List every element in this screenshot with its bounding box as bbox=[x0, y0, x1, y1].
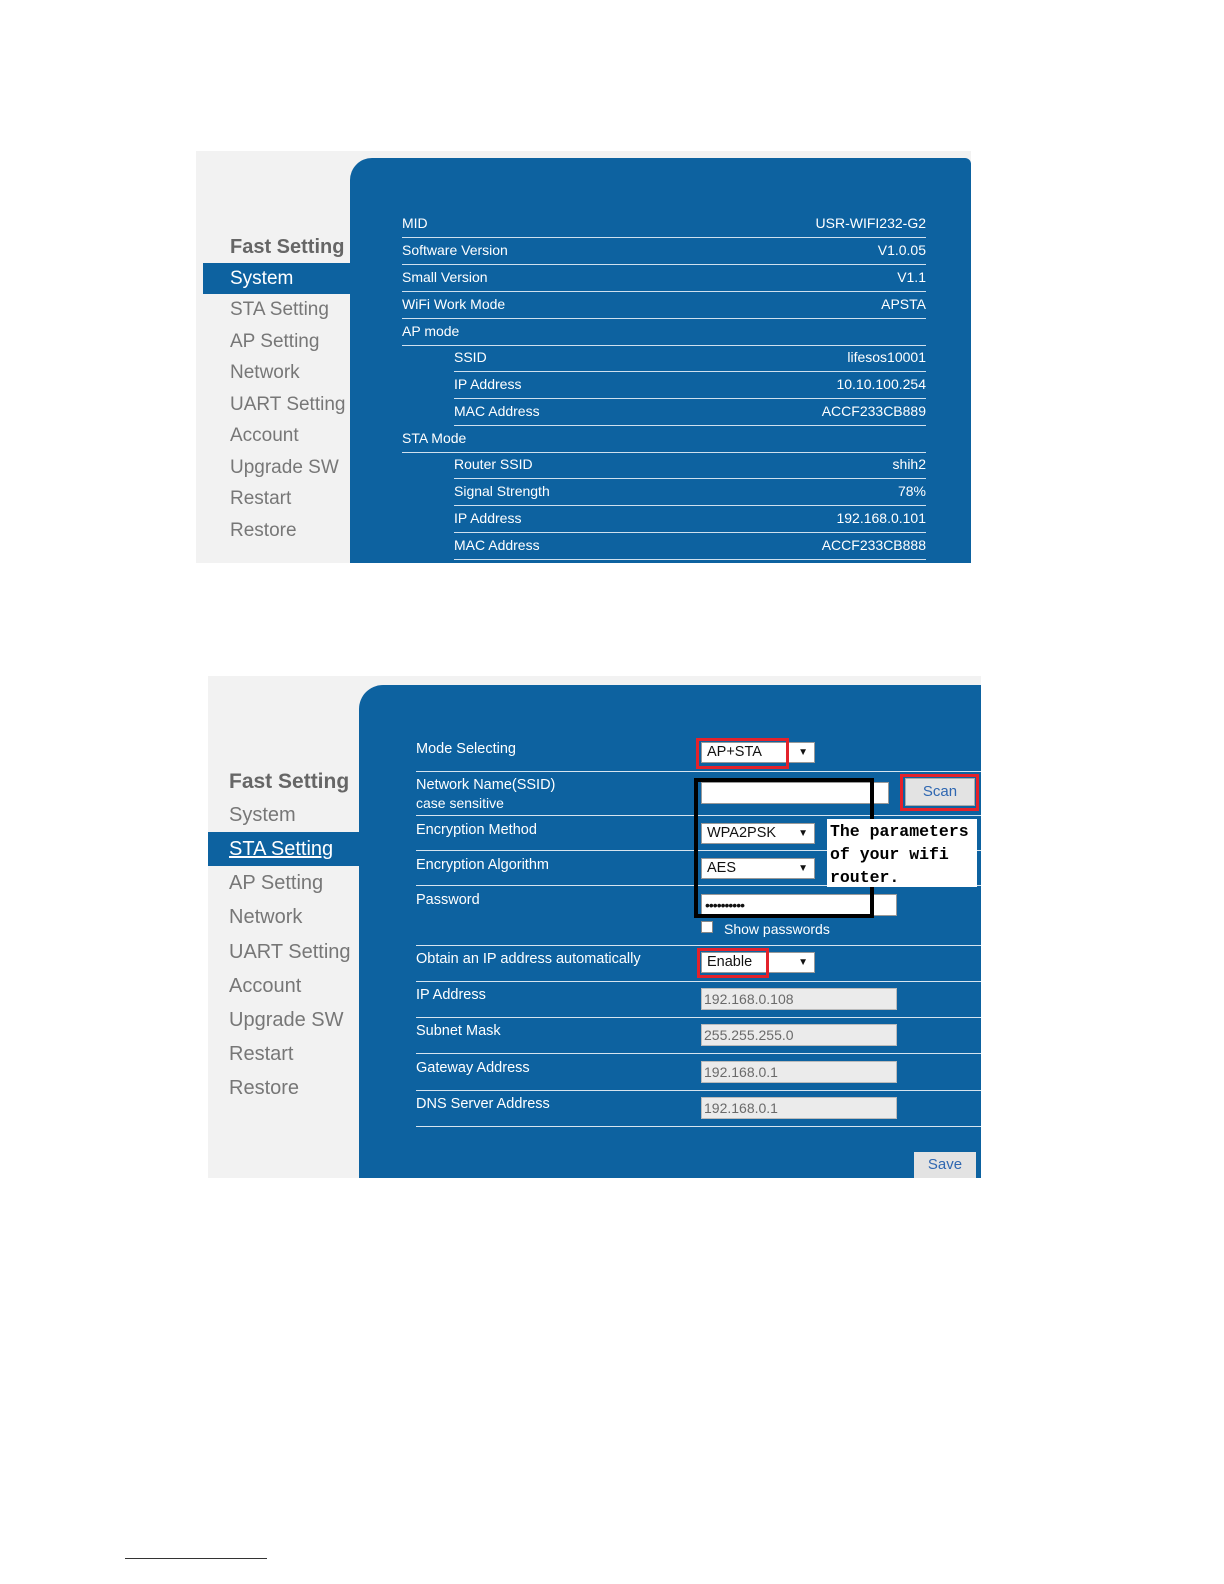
save-button[interactable]: Save bbox=[914, 1152, 976, 1178]
password-input[interactable]: •••••••••• bbox=[701, 894, 897, 916]
dns-input[interactable]: 192.168.0.1 bbox=[701, 1097, 897, 1119]
status-row bbox=[454, 398, 926, 426]
row-label: MAC Address bbox=[454, 537, 540, 553]
encryption-method-value: WPA2PSK bbox=[707, 825, 777, 841]
dhcp-select[interactable] bbox=[701, 952, 815, 973]
status-row bbox=[454, 371, 926, 399]
nav-item-restart[interactable]: Restart bbox=[229, 1043, 294, 1065]
ssid-sublabel: case sensitive bbox=[416, 795, 504, 811]
separator bbox=[416, 1017, 981, 1018]
ip-label: IP Address bbox=[416, 987, 486, 1003]
ssid-label: Network Name(SSID) bbox=[416, 777, 556, 793]
callout-line: The parameters bbox=[830, 822, 969, 841]
row-value: V1.1 bbox=[897, 269, 926, 285]
row-value: 192.168.0.101 bbox=[836, 510, 926, 526]
password-label: Password bbox=[416, 892, 480, 908]
row-label: MAC Address bbox=[454, 403, 540, 419]
status-row bbox=[402, 210, 926, 238]
status-row bbox=[402, 291, 926, 319]
nav-item-uart-setting[interactable]: UART Setting bbox=[229, 941, 351, 963]
subnet-label: Subnet Mask bbox=[416, 1023, 501, 1039]
row-value: 10.10.100.254 bbox=[836, 376, 926, 392]
separator bbox=[416, 1126, 981, 1127]
separator bbox=[416, 771, 981, 772]
section-label: STA Mode bbox=[402, 430, 467, 446]
separator bbox=[416, 1053, 981, 1054]
subnet-input[interactable]: 255.255.255.0 bbox=[701, 1024, 897, 1046]
section-label: AP mode bbox=[402, 323, 460, 339]
nav-item-network[interactable]: Network bbox=[230, 362, 300, 383]
row-value: shih2 bbox=[892, 456, 926, 472]
row-value: ACCF233CB889 bbox=[821, 403, 926, 419]
scan-button[interactable]: Scan bbox=[905, 778, 975, 806]
encryption-algorithm-select[interactable] bbox=[701, 858, 815, 879]
nav-item-system[interactable]: System bbox=[203, 263, 350, 294]
row-value: USR-WIFI232-G2 bbox=[815, 215, 926, 231]
dropdown-arrow-icon: ▼ bbox=[798, 747, 808, 758]
nav-item-system[interactable]: System bbox=[229, 804, 296, 826]
dropdown-arrow-icon: ▼ bbox=[798, 957, 808, 968]
nav-item-upgrade-sw[interactable]: Upgrade SW bbox=[230, 457, 339, 478]
row-label: IP Address bbox=[454, 376, 522, 392]
footnote-divider bbox=[125, 1558, 267, 1559]
nav-title: Fast Setting bbox=[229, 770, 350, 793]
nav-item-network[interactable]: Network bbox=[229, 906, 303, 928]
nav-item-uart-setting[interactable]: UART Setting bbox=[230, 394, 346, 415]
encryption-algorithm-value: AES bbox=[707, 860, 737, 876]
row-label: Signal Strength bbox=[454, 483, 550, 499]
separator bbox=[416, 945, 981, 946]
row-value: ACCF233CB888 bbox=[821, 537, 926, 553]
system-status-screenshot bbox=[196, 151, 971, 563]
show-passwords-label: Show passwords bbox=[724, 921, 830, 937]
status-row bbox=[454, 451, 926, 479]
wifi-params-callout bbox=[827, 819, 977, 887]
separator bbox=[416, 815, 981, 816]
nav-item-account[interactable]: Account bbox=[230, 425, 299, 446]
sta-mode-header bbox=[402, 425, 926, 453]
ap-mode-header bbox=[402, 318, 926, 346]
row-label: Software Version bbox=[402, 242, 508, 258]
row-value: APSTA bbox=[881, 296, 926, 312]
separator bbox=[416, 981, 981, 982]
dropdown-arrow-icon: ▼ bbox=[798, 828, 808, 839]
ssid-input[interactable] bbox=[701, 782, 889, 804]
nav-title: Fast Setting bbox=[230, 236, 345, 258]
nav-item-account[interactable]: Account bbox=[229, 975, 302, 997]
nav-item-upgrade-sw[interactable]: Upgrade SW bbox=[229, 1009, 344, 1031]
nav-item-ap-setting[interactable]: AP Setting bbox=[230, 331, 320, 352]
encryption-method-select[interactable] bbox=[701, 823, 815, 844]
row-label: MID bbox=[402, 215, 428, 231]
row-label: Small Version bbox=[402, 269, 488, 285]
dhcp-select-value: Enable bbox=[707, 954, 753, 970]
nav-item-restart[interactable]: Restart bbox=[230, 488, 292, 509]
separator bbox=[416, 1090, 981, 1091]
row-value: lifesos10001 bbox=[847, 349, 926, 365]
nav-item-restore[interactable]: Restore bbox=[230, 520, 297, 541]
callout-line: of your wifi bbox=[830, 845, 949, 864]
status-row bbox=[454, 344, 926, 372]
gateway-input[interactable]: 192.168.0.1 bbox=[701, 1061, 897, 1083]
mode-select-value: AP+STA bbox=[707, 744, 762, 760]
status-row bbox=[402, 264, 926, 292]
row-label: Router SSID bbox=[454, 456, 533, 472]
status-row bbox=[402, 237, 926, 265]
nav-item-restore[interactable]: Restore bbox=[229, 1077, 300, 1099]
nav-item-sta-setting[interactable]: STA Setting bbox=[230, 299, 329, 320]
status-row bbox=[454, 505, 926, 533]
encryption-method-label: Encryption Method bbox=[416, 822, 537, 838]
status-row bbox=[454, 478, 926, 506]
gateway-label: Gateway Address bbox=[416, 1060, 530, 1076]
sta-setting-screenshot bbox=[208, 676, 981, 1178]
row-label: IP Address bbox=[454, 510, 522, 526]
mode-label: Mode Selecting bbox=[416, 741, 516, 757]
nav-item-ap-setting[interactable]: AP Setting bbox=[229, 872, 324, 894]
row-value: V1.0.05 bbox=[877, 242, 926, 258]
mode-select[interactable] bbox=[701, 742, 815, 763]
dropdown-arrow-icon: ▼ bbox=[798, 863, 808, 874]
show-passwords-checkbox[interactable] bbox=[701, 921, 713, 933]
dns-label: DNS Server Address bbox=[416, 1096, 550, 1112]
row-label: WiFi Work Mode bbox=[402, 296, 506, 312]
nav-item-sta-setting[interactable]: STA Setting bbox=[208, 832, 359, 866]
row-label: SSID bbox=[454, 349, 487, 365]
encryption-algorithm-label: Encryption Algorithm bbox=[416, 857, 549, 873]
ip-input[interactable]: 192.168.0.108 bbox=[701, 988, 897, 1010]
row-value: 78% bbox=[897, 483, 926, 499]
dhcp-label: Obtain an IP address automatically bbox=[416, 951, 641, 967]
status-row bbox=[454, 532, 926, 560]
callout-line: router. bbox=[830, 868, 900, 887]
